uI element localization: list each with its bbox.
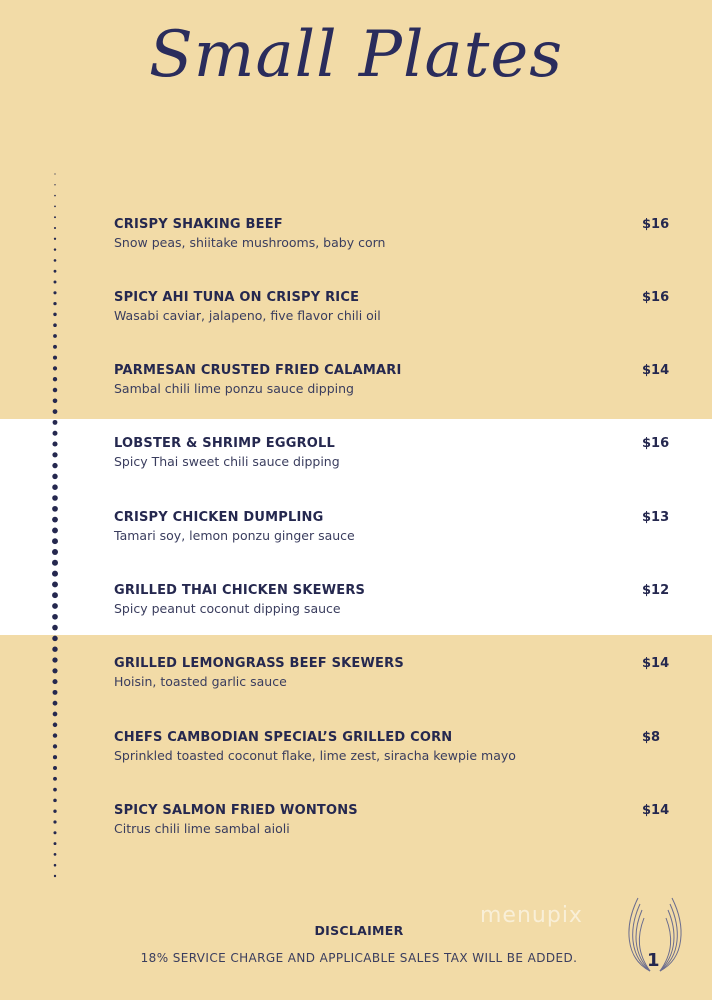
divider-dot xyxy=(53,712,58,717)
divider-dot xyxy=(54,259,57,262)
divider-dot xyxy=(53,766,57,770)
item-price: $14 xyxy=(642,363,670,378)
item-description: Sambal chili lime ponzu sauce dipping xyxy=(114,381,354,396)
divider-dot xyxy=(54,270,57,273)
divider-dot xyxy=(53,366,57,370)
item-price: $8 xyxy=(642,730,661,745)
divider-dot xyxy=(52,636,57,641)
item-name: SPICY SALMON FRIED WONTONS xyxy=(114,803,358,818)
item-name: CHEFS CAMBODIAN SPECIAL’S GRILLED CORN xyxy=(114,730,453,745)
divider-dot xyxy=(54,216,56,218)
divider-dot xyxy=(52,647,57,652)
divider-dot xyxy=(52,592,58,598)
divider-dot xyxy=(52,668,57,673)
item-description: Spicy peanut coconut dipping sauce xyxy=(114,601,341,616)
item-description: Wasabi caviar, jalapeno, five flavor chili oil xyxy=(114,308,381,323)
divider-dot xyxy=(53,409,58,414)
item-name: GRILLED THAI CHICKEN SKEWERS xyxy=(114,583,366,598)
divider-dot xyxy=(54,875,56,877)
divider-dot xyxy=(54,238,56,240)
menu-item xyxy=(114,435,670,471)
divider-dot xyxy=(53,733,57,737)
divider-dot xyxy=(52,657,57,662)
divider-dot xyxy=(53,388,57,392)
divider-dot xyxy=(54,248,56,250)
divider-dot xyxy=(53,431,58,436)
divider-dot xyxy=(52,560,58,566)
divider-dot xyxy=(52,614,58,620)
divider-dot xyxy=(53,398,58,403)
divider-dot xyxy=(52,625,58,631)
page-number: 1 xyxy=(647,950,660,971)
item-name: SPICY AHI TUNA ON CRISPY RICE xyxy=(114,290,360,305)
divider-dot xyxy=(53,831,56,834)
divider-dot xyxy=(53,820,56,823)
divider-dot xyxy=(53,810,56,813)
item-price: $16 xyxy=(642,436,670,451)
menu-item xyxy=(114,582,670,618)
divider-dot xyxy=(52,581,58,587)
item-price: $16 xyxy=(642,290,670,305)
menu-item xyxy=(114,729,670,765)
menu-item xyxy=(114,289,670,325)
disclaimer-text: 18% SERVICE CHARGE AND APPLICABLE SALES TAX WILL BE ADDED. xyxy=(140,951,578,965)
divider-dot xyxy=(53,788,57,792)
divider-dot xyxy=(52,549,58,555)
divider-dot xyxy=(52,517,58,523)
divider-dot xyxy=(52,474,57,479)
divider-dot xyxy=(52,571,58,577)
divider-dot xyxy=(53,701,58,706)
divider-dot xyxy=(53,420,58,425)
menu-item xyxy=(114,509,670,545)
divider-dot xyxy=(53,313,56,316)
divider-dot xyxy=(54,195,56,197)
divider-dot xyxy=(54,842,57,845)
divider-dot xyxy=(52,463,57,468)
menu-item xyxy=(114,362,670,398)
divider-dot xyxy=(54,206,56,208)
item-description: Sprinkled toasted coconut flake, lime zest, siracha kewpie mayo xyxy=(114,748,516,763)
divider-dot xyxy=(53,744,57,748)
divider-dot xyxy=(53,334,57,338)
divider-dot xyxy=(53,291,56,294)
item-price: $12 xyxy=(642,583,670,598)
divider-dot xyxy=(54,853,57,856)
divider-dot xyxy=(53,690,58,695)
divider-dot xyxy=(52,527,58,533)
item-price: $14 xyxy=(642,656,670,671)
item-name: PARMESAN CRUSTED FRIED CALAMARI xyxy=(114,363,402,378)
divider-dot xyxy=(53,799,57,803)
item-description: Citrus chili lime sambal aioli xyxy=(114,821,290,836)
divider-dot xyxy=(52,679,57,684)
dotted-divider xyxy=(0,0,120,1000)
item-name: CRISPY CHICKEN DUMPLING xyxy=(114,510,324,525)
menu-item xyxy=(114,216,670,252)
menu-item xyxy=(114,802,670,838)
item-price: $14 xyxy=(642,803,670,818)
divider-dot xyxy=(53,345,57,349)
divider-dot xyxy=(52,484,58,490)
disclaimer-title: DISCLAIMER xyxy=(314,923,404,938)
page-title: Small Plates xyxy=(148,18,564,92)
divider-dot xyxy=(54,173,55,174)
divider-dot xyxy=(54,184,55,185)
divider-dot xyxy=(54,227,56,229)
divider-dot xyxy=(52,538,58,544)
divider-dot xyxy=(52,452,57,457)
menu-item xyxy=(114,655,670,691)
divider-dot xyxy=(52,441,57,446)
item-price: $16 xyxy=(642,217,670,232)
divider-dot xyxy=(53,323,57,327)
watermark: menupix xyxy=(480,903,583,928)
divider-dot xyxy=(54,281,57,284)
item-name: LOBSTER & SHRIMP EGGROLL xyxy=(114,436,336,451)
divider-dot xyxy=(53,777,57,781)
item-price: $13 xyxy=(642,510,670,525)
divider-dot xyxy=(53,723,58,728)
divider-dot xyxy=(53,356,57,360)
divider-dot xyxy=(53,302,56,305)
item-name: CRISPY SHAKING BEEF xyxy=(114,217,283,232)
item-description: Tamari soy, lemon ponzu ginger sauce xyxy=(114,528,355,543)
item-description: Hoisin, toasted garlic sauce xyxy=(114,674,287,689)
divider-dot xyxy=(53,755,57,759)
divider-dot xyxy=(53,377,57,381)
divider-dot xyxy=(54,864,57,867)
item-description: Snow peas, shiitake mushrooms, baby corn xyxy=(114,235,386,250)
divider-dot xyxy=(52,495,58,501)
item-name: GRILLED LEMONGRASS BEEF SKEWERS xyxy=(114,656,404,671)
divider-dot xyxy=(52,506,58,512)
divider-dot xyxy=(52,603,58,609)
item-description: Spicy Thai sweet chili sauce dipping xyxy=(114,454,340,469)
